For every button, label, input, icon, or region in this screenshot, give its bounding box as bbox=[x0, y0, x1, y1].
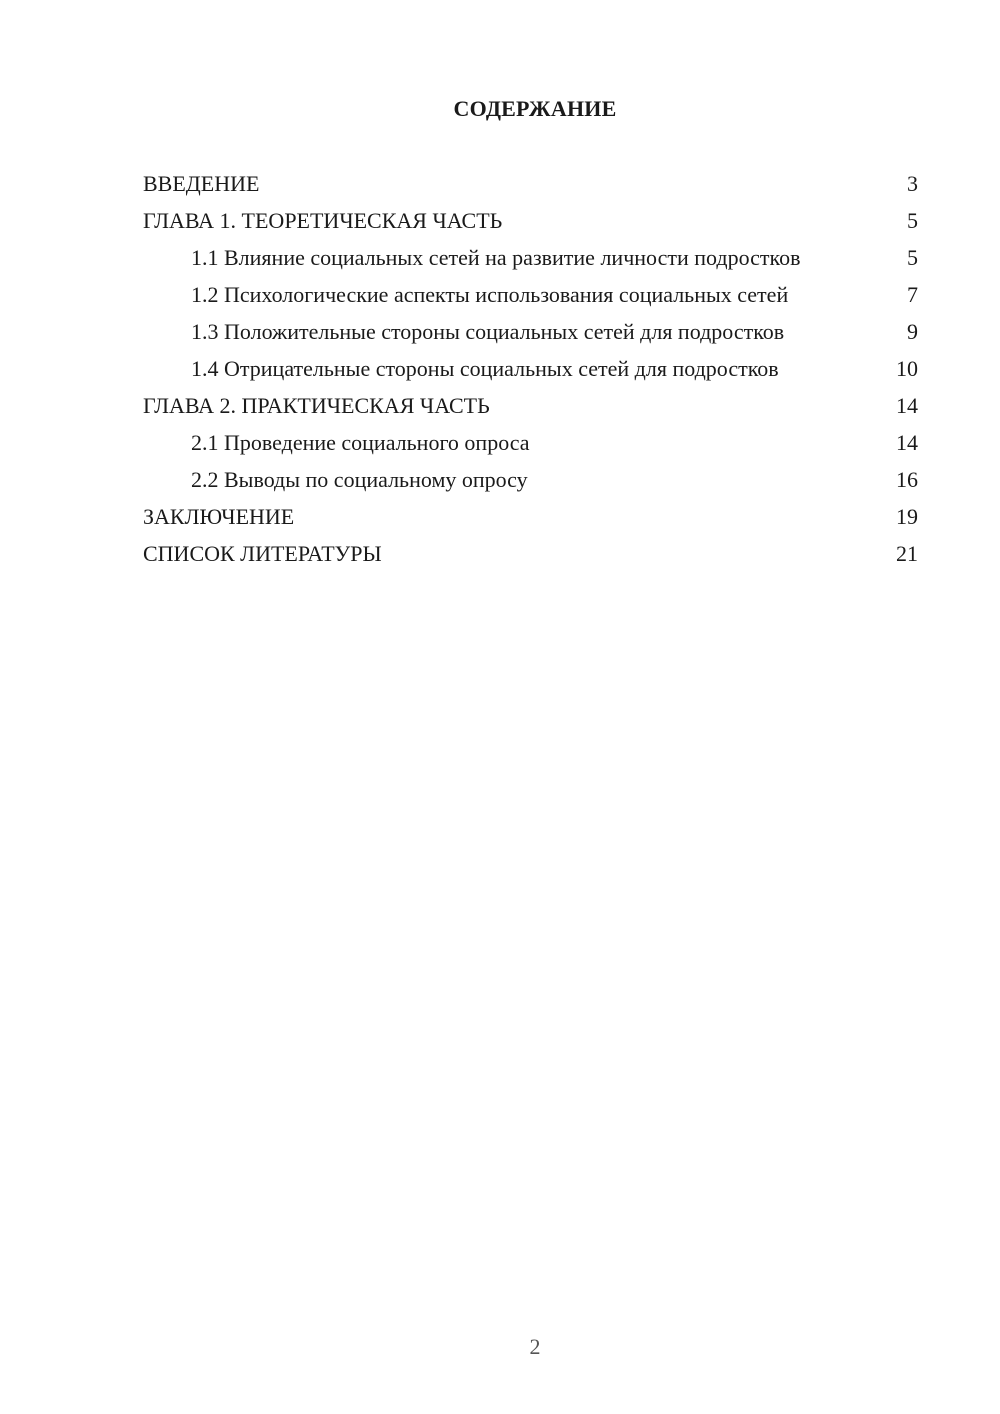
toc-entry-page: 16 bbox=[896, 467, 918, 492]
toc-entry-page: 21 bbox=[896, 541, 918, 566]
toc-entry-page: 14 bbox=[896, 430, 918, 455]
toc-entry-chapter-2[interactable] bbox=[143, 392, 918, 419]
toc-entry-conclusion[interactable] bbox=[143, 503, 918, 530]
toc-entry-page: 19 bbox=[896, 504, 918, 529]
toc-heading: СОДЕРЖАНИЕ bbox=[453, 96, 617, 121]
toc-entry-section-1-1[interactable] bbox=[143, 244, 918, 271]
toc-entry-text: 2.2 Выводы по социальному опросу bbox=[191, 467, 528, 492]
toc-entry-page: 5 bbox=[907, 245, 918, 270]
toc-entry-section-2-1[interactable] bbox=[143, 429, 918, 456]
toc-entry-text: ЗАКЛЮЧЕНИЕ bbox=[143, 504, 295, 529]
toc-entry-text: 1.1 Влияние социальных сетей на развитие личности подростков bbox=[191, 245, 801, 270]
table-of-contents bbox=[143, 170, 918, 577]
toc-entry-page: 5 bbox=[907, 208, 918, 233]
toc-entry-page: 3 bbox=[907, 171, 918, 196]
toc-entry-page: 9 bbox=[907, 319, 918, 344]
toc-entry-text: ГЛАВА 2. ПРАКТИЧЕСКАЯ ЧАСТЬ bbox=[143, 393, 490, 418]
toc-entry-page: 10 bbox=[896, 356, 918, 381]
toc-entry-page: 7 bbox=[907, 282, 918, 307]
toc-entry-text: 1.3 Положительные стороны социальных сетей для подростков bbox=[191, 319, 785, 344]
toc-entry-chapter-1[interactable] bbox=[143, 207, 918, 234]
toc-entry-section-1-4[interactable] bbox=[143, 355, 918, 382]
toc-entry-text: 1.2 Психологические аспекты использования социальных сетей bbox=[191, 282, 789, 307]
toc-entry-section-2-2[interactable] bbox=[143, 466, 918, 493]
page-number: 2 bbox=[529, 1334, 541, 1359]
toc-entry-introduction[interactable] bbox=[143, 170, 918, 197]
toc-entry-section-1-3[interactable] bbox=[143, 318, 918, 345]
toc-entry-references[interactable] bbox=[143, 540, 918, 567]
toc-entry-section-1-2[interactable] bbox=[143, 281, 918, 308]
toc-entry-text: СПИСОК ЛИТЕРАТУРЫ bbox=[143, 541, 382, 566]
toc-entry-text: 2.1 Проведение социального опроса bbox=[191, 430, 530, 455]
toc-entry-page: 14 bbox=[896, 393, 918, 418]
toc-entry-text: 1.4 Отрицательные стороны социальных сетей для подростков bbox=[191, 356, 779, 381]
toc-entry-text: ВВЕДЕНИЕ bbox=[143, 171, 260, 196]
toc-entry-text: ГЛАВА 1. ТЕОРЕТИЧЕСКАЯ ЧАСТЬ bbox=[143, 208, 503, 233]
